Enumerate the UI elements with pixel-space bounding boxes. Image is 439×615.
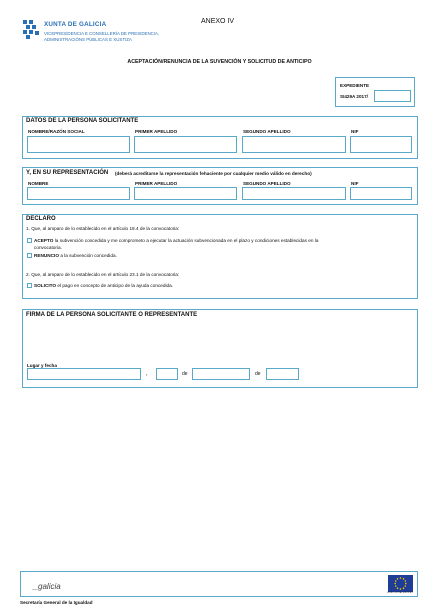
- representacion-title: Y, EN SU REPRESENTACIÓN: [26, 170, 109, 176]
- renuncio-line: [34, 253, 117, 258]
- declaro-item-1: 1. Que, al amparo de lo establecido en el artículo 19.4 de la convocatoria:: [26, 226, 180, 231]
- eu-flag: [388, 575, 413, 592]
- annex-label: ANEXO IV: [201, 18, 235, 25]
- acepto-line-2: convocatoria.: [34, 245, 62, 250]
- representante-nombre-input[interactable]: [27, 187, 130, 200]
- expediente-label: EXPEDIENTE: [340, 83, 370, 88]
- galicia-swoosh-icon: _: [33, 581, 39, 591]
- renuncio-text: a la subvención concedida.: [59, 253, 117, 258]
- renuncio-strong: RENUNCIO: [34, 253, 60, 258]
- label-nombre-razon: NOMBRE/RAZÓN SOCIAL: [28, 129, 85, 134]
- secretaria-label: Secretaría General de la Igualdad: [20, 600, 93, 605]
- expediente-input[interactable]: [374, 90, 411, 102]
- acepto-checkbox[interactable]: [27, 238, 32, 243]
- label-primer-apellido: PRIMER APELLIDO: [135, 129, 178, 134]
- solicito-strong: SOLICITO: [34, 283, 57, 288]
- footer-box: [20, 571, 418, 597]
- representante-primer-apellido-input[interactable]: [134, 187, 237, 200]
- declaro-title: DECLARO: [26, 216, 56, 222]
- expediente-code: SI429A 2017/: [340, 94, 368, 99]
- month-input[interactable]: [192, 368, 250, 380]
- eu-caption: FONDO SOCIAL EUROPEO: [387, 592, 413, 594]
- logo-text: XUNTA DE GALICIA: [44, 21, 107, 28]
- solicito-line: [34, 283, 173, 288]
- firma-title: FIRMA DE LA PERSONA SOLICITANTE O REPRESENTANTE: [26, 312, 198, 318]
- solicitante-primer-apellido-input[interactable]: [134, 136, 237, 153]
- solicito-text: el pago en concepto de anticipo de la ayuda concedida.: [56, 283, 174, 288]
- year-input[interactable]: [266, 368, 299, 380]
- eu-stars-icon: [388, 575, 413, 592]
- acepto-text: la subvención concedida y me comprometo a ejecutar la actuación subvencionada en el plazo y condiciones establecidas en la: [53, 238, 319, 243]
- de-separator-2: de: [255, 371, 261, 377]
- label-rep-nif: NIF: [351, 181, 359, 186]
- solicitante-nombre-input[interactable]: [27, 136, 130, 153]
- representante-nif-input[interactable]: [350, 187, 412, 200]
- representante-segundo-apellido-input[interactable]: [242, 187, 346, 200]
- galicia-logo: [33, 576, 61, 594]
- renuncio-checkbox[interactable]: [27, 253, 32, 258]
- day-input[interactable]: [156, 368, 178, 380]
- xunta-emblem-icon: [22, 19, 41, 41]
- de-separator-1: de: [182, 371, 188, 377]
- xunta-logo: [22, 19, 41, 41]
- solicitante-title: DATOS DE LA PERSONA SOLICITANTE: [26, 118, 139, 124]
- label-segundo-apellido: SEGUNDO APELLIDO: [243, 129, 291, 134]
- galicia-logo-text: galicia: [38, 582, 61, 591]
- solicito-checkbox[interactable]: [27, 283, 32, 288]
- dept-line-1: VICEPRESIDENCIA E CONSELLERÍA DE PRESIDENCIA,: [44, 31, 160, 36]
- solicitante-segundo-apellido-input[interactable]: [242, 136, 346, 153]
- representacion-note: (deberá acreditarse la representación fehaciente por cualquier medio válido en derecho): [115, 171, 312, 176]
- dept-line-2: ADMINISTRACIÓNS PÚBLICAS E XUSTIZA: [44, 37, 132, 42]
- solicitante-nif-input[interactable]: [350, 136, 412, 153]
- acepto-strong: ACEPTO: [34, 238, 54, 243]
- place-input[interactable]: [27, 368, 141, 380]
- label-rep-primer-apellido: PRIMER APELLIDO: [135, 181, 178, 186]
- acepto-line-1: [34, 238, 318, 243]
- label-rep-nombre: NOMBRE: [28, 181, 49, 186]
- comma-separator: ,: [146, 371, 148, 377]
- label-rep-segundo-apellido: SEGUNDO APELLIDO: [243, 181, 291, 186]
- label-nif: NIF: [351, 129, 359, 134]
- declaro-item-2: 2. Que, al amparo de lo establecido en el artículo 23.1 de la convocatoria:: [26, 272, 180, 277]
- form-title: ACEPTACIÓN/RENUNCIA DE LA SUVENCIÓN Y SOLICITUD DE ANTICIPO: [127, 59, 312, 65]
- place-date-label: Lugar y fecha: [27, 363, 57, 368]
